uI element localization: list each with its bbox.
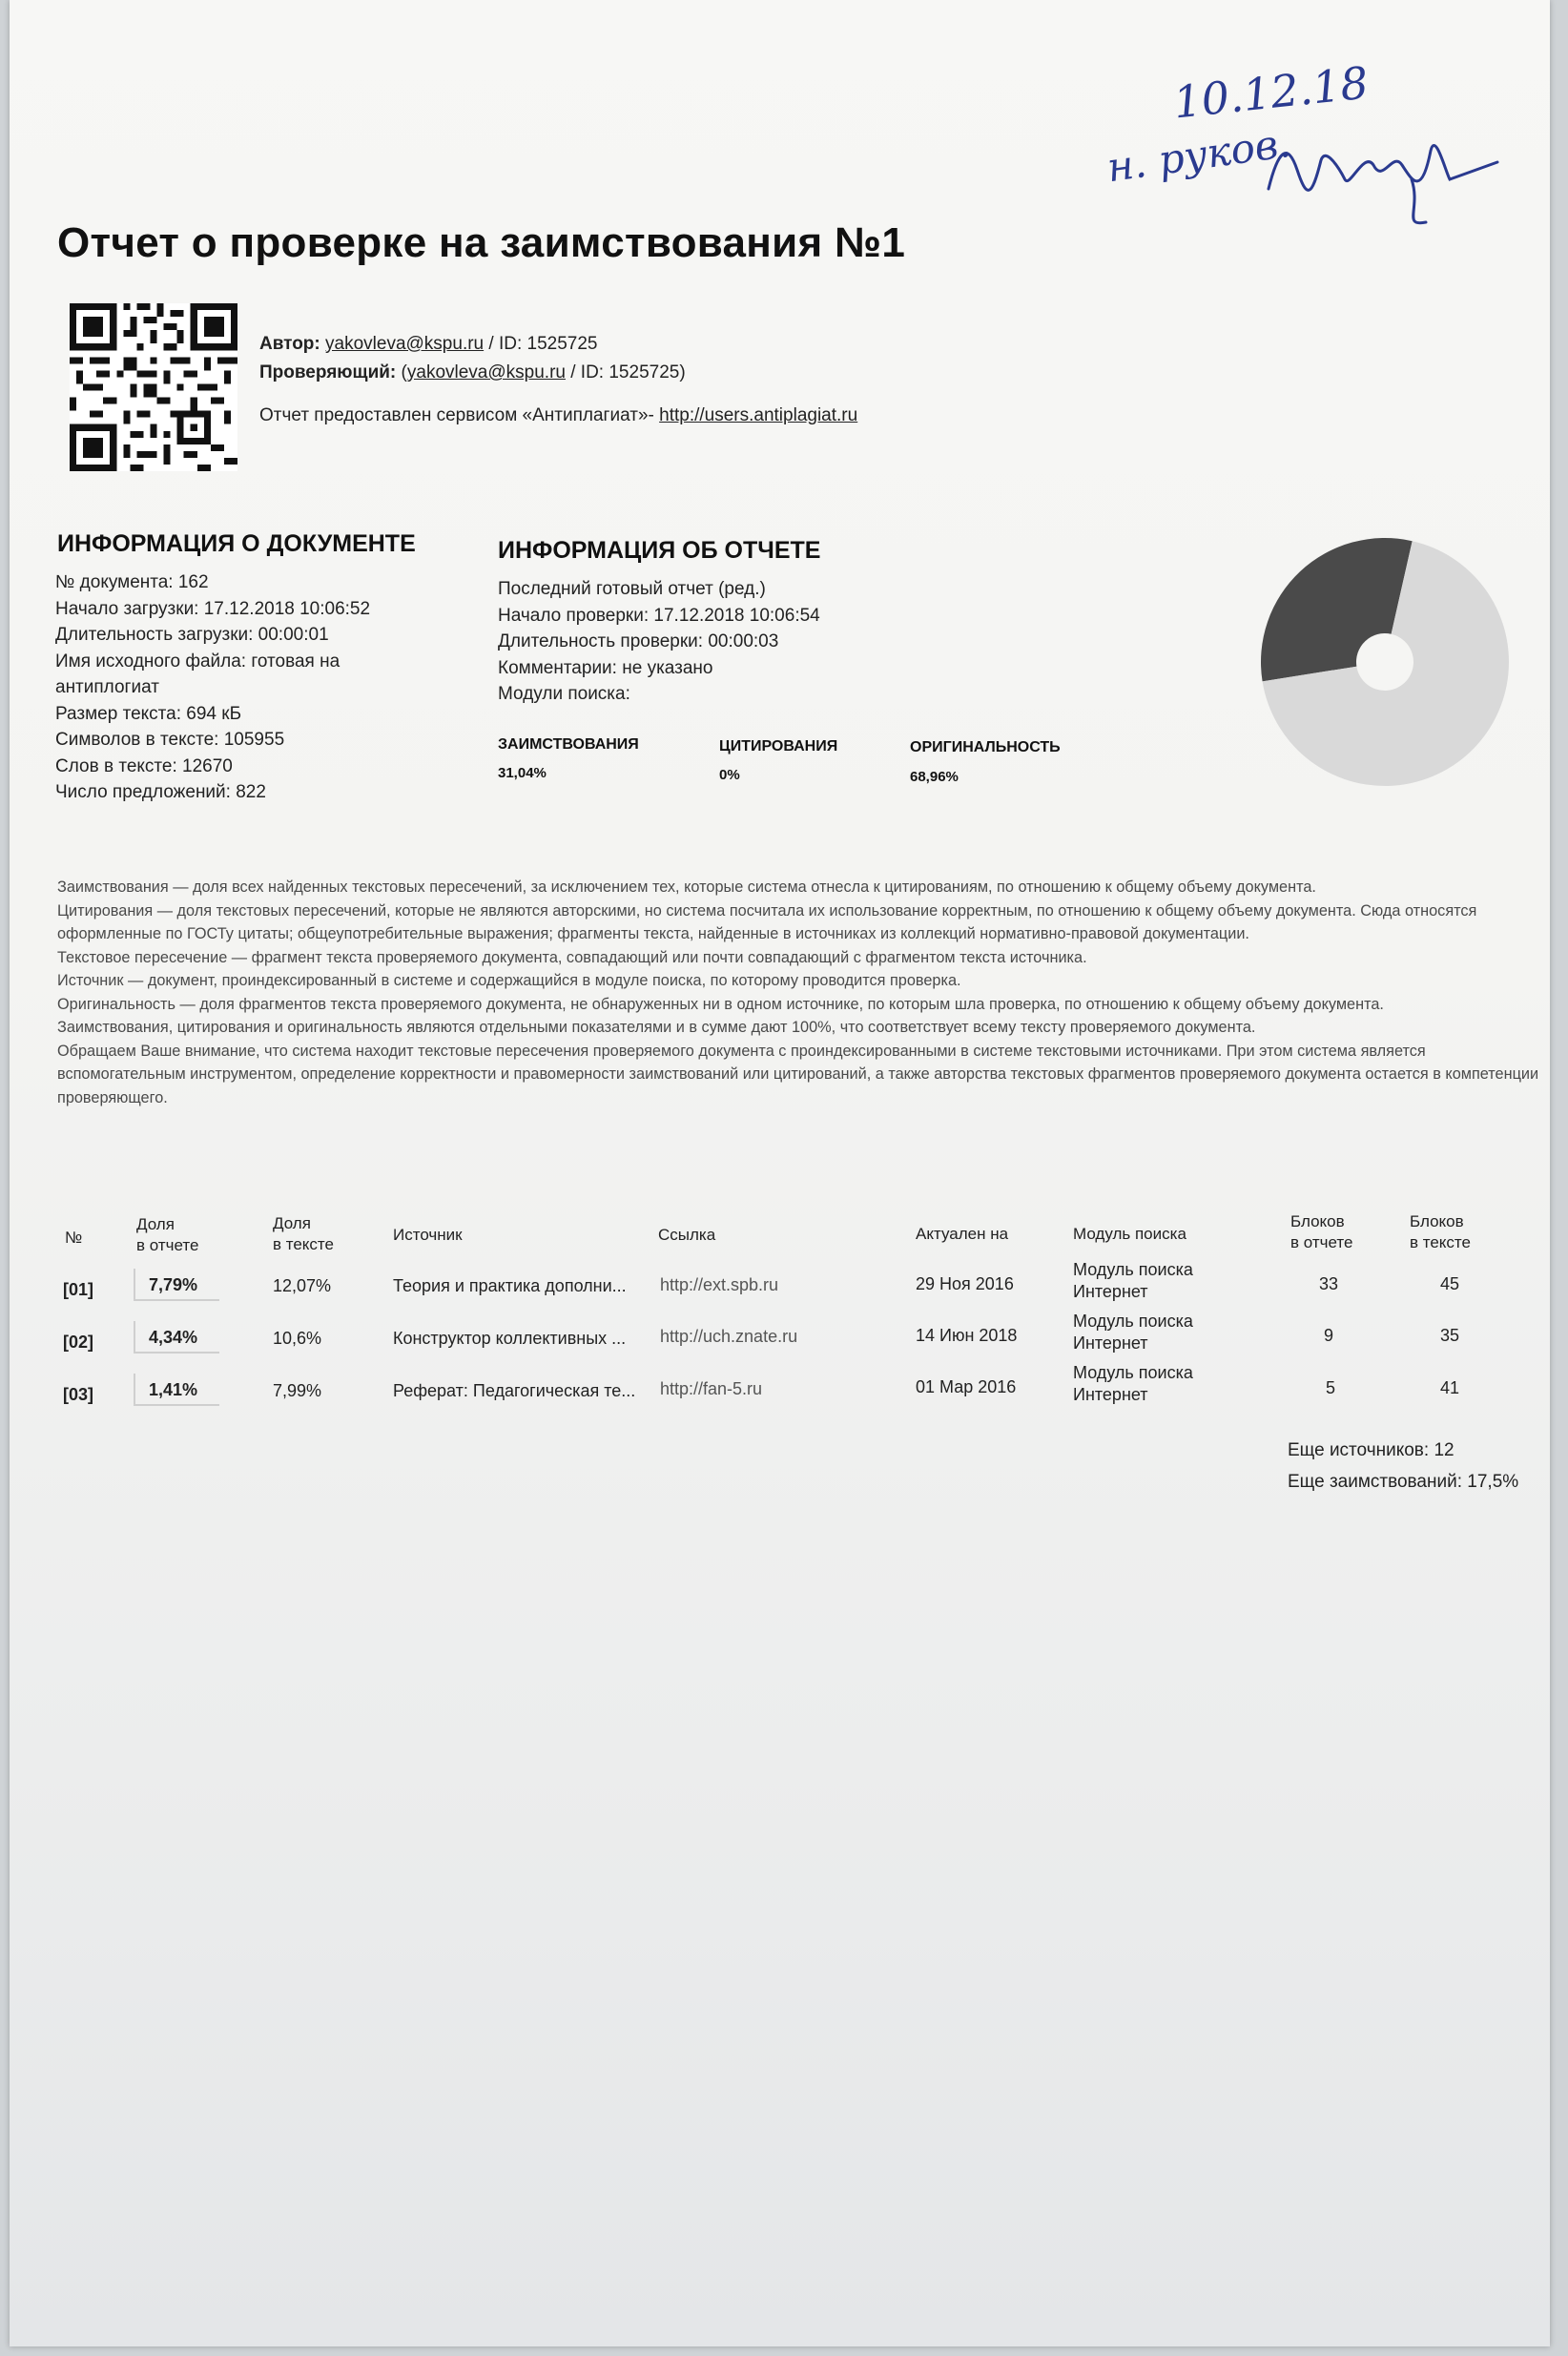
citation-label: ЦИТИРОВАНИЯ — [719, 738, 838, 754]
more-borrowings-label: Еще заимствований: — [1288, 1472, 1462, 1492]
author-id: / ID: 1525725 — [488, 334, 598, 354]
doc-info-line: Начало загрузки: 17.12.2018 10:06:52 — [55, 598, 371, 619]
col-header-share-text — [273, 1213, 334, 1255]
blocks-report-cell: 9 — [1324, 1326, 1334, 1345]
report-info-line: Длительность проверки: 00:00:03 — [498, 631, 779, 651]
checker-line — [259, 362, 686, 383]
definition-intersection: Текстовое пересечение — фрагмент текста проверяемого документа, совпадающий или почти совпадающий с фрагментом текста источника. — [57, 948, 1087, 966]
report-info-line: Модули поиска: — [498, 684, 630, 704]
handwritten-note: н. руков. — [1104, 118, 1294, 192]
qr-code — [70, 303, 237, 471]
blocks-report-cell: 33 — [1319, 1274, 1339, 1293]
module-line: Интернет — [1073, 1282, 1148, 1301]
doc-info-line: Число предложений: 822 — [55, 782, 266, 802]
doc-info-line: № документа: 162 — [55, 572, 209, 592]
report-info-line: Комментарии: не указано — [498, 657, 713, 678]
col-header-blocks-report — [1290, 1211, 1352, 1253]
pie-slice-0 — [1261, 538, 1413, 681]
module-line: Интернет — [1073, 1333, 1148, 1353]
col-header-num: № — [65, 1229, 83, 1247]
doc-info-heading: ИНФОРМАЦИЯ О ДОКУМЕНТЕ — [57, 530, 416, 557]
report-sheet — [10, 0, 1550, 2346]
report-info-heading: ИНФОРМАЦИЯ ОБ ОТЧЕТЕ — [498, 537, 821, 564]
col-header-updated: Актуален на — [916, 1225, 1009, 1243]
module-line: Модуль поиска — [1073, 1260, 1193, 1279]
source-link[interactable]: http://fan-5.ru — [660, 1379, 763, 1398]
share-text-cell: 12,07% — [273, 1276, 332, 1295]
definitions-block — [57, 876, 1550, 1109]
service-text: Отчет предоставлен сервисом «Антиплагиат»- — [259, 405, 654, 425]
updated-cell: 01 Мар 2016 — [916, 1377, 1017, 1396]
author-line — [259, 334, 598, 355]
share-text-cell: 7,99% — [273, 1381, 322, 1400]
row-index: [03] — [63, 1385, 94, 1404]
share-report-cell: 7,79% — [134, 1269, 219, 1301]
updated-cell: 14 Июн 2018 — [916, 1326, 1018, 1345]
module-line: Модуль поиска — [1073, 1363, 1193, 1382]
col-header-line: Доля — [273, 1214, 311, 1232]
col-header-line: Блоков — [1410, 1212, 1464, 1230]
module-line: Интернет — [1073, 1385, 1148, 1404]
blocks-text-cell: 35 — [1440, 1326, 1460, 1345]
blocks-text-cell: 45 — [1440, 1274, 1460, 1293]
service-line — [259, 405, 857, 426]
definition-sum: Заимствования, цитирования и оригинальность являются отдельными показателями и в сумме дают 100%, что соответствует всему тексту проверяемого документа. — [57, 1019, 1256, 1036]
handwritten-signature — [1259, 113, 1516, 237]
source-link[interactable]: http://uch.znate.ru — [660, 1327, 798, 1346]
more-borrowings-line — [1288, 1472, 1518, 1493]
report-info-line: Начало проверки: 17.12.2018 10:06:54 — [498, 605, 820, 626]
row-index: [01] — [63, 1280, 94, 1299]
doc-info-line: антиплогиат — [55, 677, 159, 697]
col-header-line: в отчете — [1290, 1233, 1353, 1251]
source-cell[interactable]: Конструктор коллективных ... — [393, 1329, 627, 1348]
doc-info-list — [55, 569, 370, 806]
checker-open-paren: ( — [401, 362, 407, 382]
col-header-line: Блоков — [1290, 1212, 1345, 1230]
definition-notice: Обращаем Ваше внимание, что система находит текстовые пересечения проверяемого документа с проиндексированными в системе текстовыми источниками. При этом система является вспомогательным инструментом, определение корректности и правомерности заимствований или цитирований, а также авторства текстовых фрагментов проверяемого документа остается в компетенции проверяющего. — [57, 1042, 1539, 1106]
source-link[interactable]: http://ext.spb.ru — [660, 1275, 779, 1294]
col-header-share-report — [136, 1214, 198, 1256]
originality-label: ОРИГИНАЛЬНОСТЬ — [910, 739, 1061, 755]
borrowing-label: ЗАИМСТВОВАНИЯ — [498, 736, 639, 753]
more-sources-value: 12 — [1434, 1440, 1455, 1460]
handwritten-date: 10.12.18 — [1170, 56, 1372, 129]
definition-source: Источник — документ, проиндексированный в системе и содержащийся в модуле поиска, по которому проводится проверка. — [57, 972, 961, 989]
originality-value: 68,96% — [910, 769, 959, 785]
doc-info-line: Длительность загрузки: 00:00:01 — [55, 625, 329, 645]
col-header-module: Модуль поиска — [1073, 1225, 1186, 1243]
share-report-cell: 1,41% — [134, 1374, 219, 1406]
more-borrowings-value: 17,5% — [1467, 1472, 1519, 1492]
definition-originality: Оригинальность — доля фрагментов текста проверяемого документа, не обнаруженных ни в одном источнике, по которым шла проверка, по отношению к общему объему документа. — [57, 995, 1384, 1013]
col-header-link: Ссылка — [658, 1226, 716, 1244]
col-header-line: в тексте — [273, 1235, 334, 1253]
borrowing-value: 31,04% — [498, 765, 547, 781]
module-cell — [1073, 1362, 1193, 1406]
module-cell — [1073, 1311, 1193, 1354]
report-info-list — [498, 576, 820, 708]
more-sources-line — [1288, 1440, 1455, 1461]
col-header-line: в тексте — [1410, 1233, 1471, 1251]
checker-email-link[interactable]: yakovleva@kspu.ru — [406, 362, 566, 382]
updated-cell: 29 Ноя 2016 — [916, 1274, 1014, 1293]
doc-info-line: Символов в тексте: 105955 — [55, 730, 285, 750]
col-header-blocks-text — [1410, 1211, 1471, 1253]
checker-label: Проверяющий: — [259, 362, 397, 382]
module-cell — [1073, 1259, 1193, 1303]
definition-citation: Цитирования — доля текстовых пересечений, которые не являются авторскими, но система посчитала их использование корректным, по отношению к общему объему документа. Сюда относятся оформленные по ГОСТу цитаты; общеупотребительные выражения; фрагменты текста, найденные в источниках из коллекций нормативно-правовой документации. — [57, 901, 1477, 942]
col-header-source: Источник — [393, 1226, 463, 1244]
citation-value: 0% — [719, 767, 740, 783]
doc-info-line: Имя исходного файла: готовая на — [55, 651, 340, 672]
col-header-line: в отчете — [136, 1236, 199, 1254]
blocks-report-cell: 5 — [1326, 1378, 1336, 1397]
blocks-text-cell: 41 — [1440, 1378, 1460, 1397]
author-label: Автор: — [259, 334, 320, 354]
more-sources-label: Еще источников: — [1288, 1440, 1430, 1460]
source-cell[interactable]: Теория и практика дополни... — [393, 1276, 627, 1295]
doc-info-line: Размер текста: 694 кБ — [55, 703, 242, 724]
source-cell[interactable]: Реферат: Педагогическая те... — [393, 1381, 636, 1400]
pie-chart — [1259, 536, 1511, 788]
service-link[interactable]: http://users.antiplagiat.ru — [659, 405, 858, 425]
report-title: Отчет о проверке на заимствования №1 — [57, 219, 906, 266]
definition-borrowing: Заимствования — доля всех найденных текстовых пересечений, за исключением тех, которые система отнесла к цитированиям, по отношению к общему объему документа. — [57, 878, 1316, 896]
author-email-link[interactable]: yakovleva@kspu.ru — [325, 334, 485, 354]
doc-info-line: Слов в тексте: 12670 — [55, 755, 233, 776]
report-info-line: Последний готовый отчет (ред.) — [498, 579, 766, 599]
share-text-cell: 10,6% — [273, 1329, 322, 1348]
row-index: [02] — [63, 1333, 94, 1352]
share-report-cell: 4,34% — [134, 1321, 219, 1354]
col-header-line: Доля — [136, 1215, 175, 1233]
checker-id: / ID: 1525725) — [570, 362, 686, 382]
module-line: Модуль поиска — [1073, 1312, 1193, 1331]
